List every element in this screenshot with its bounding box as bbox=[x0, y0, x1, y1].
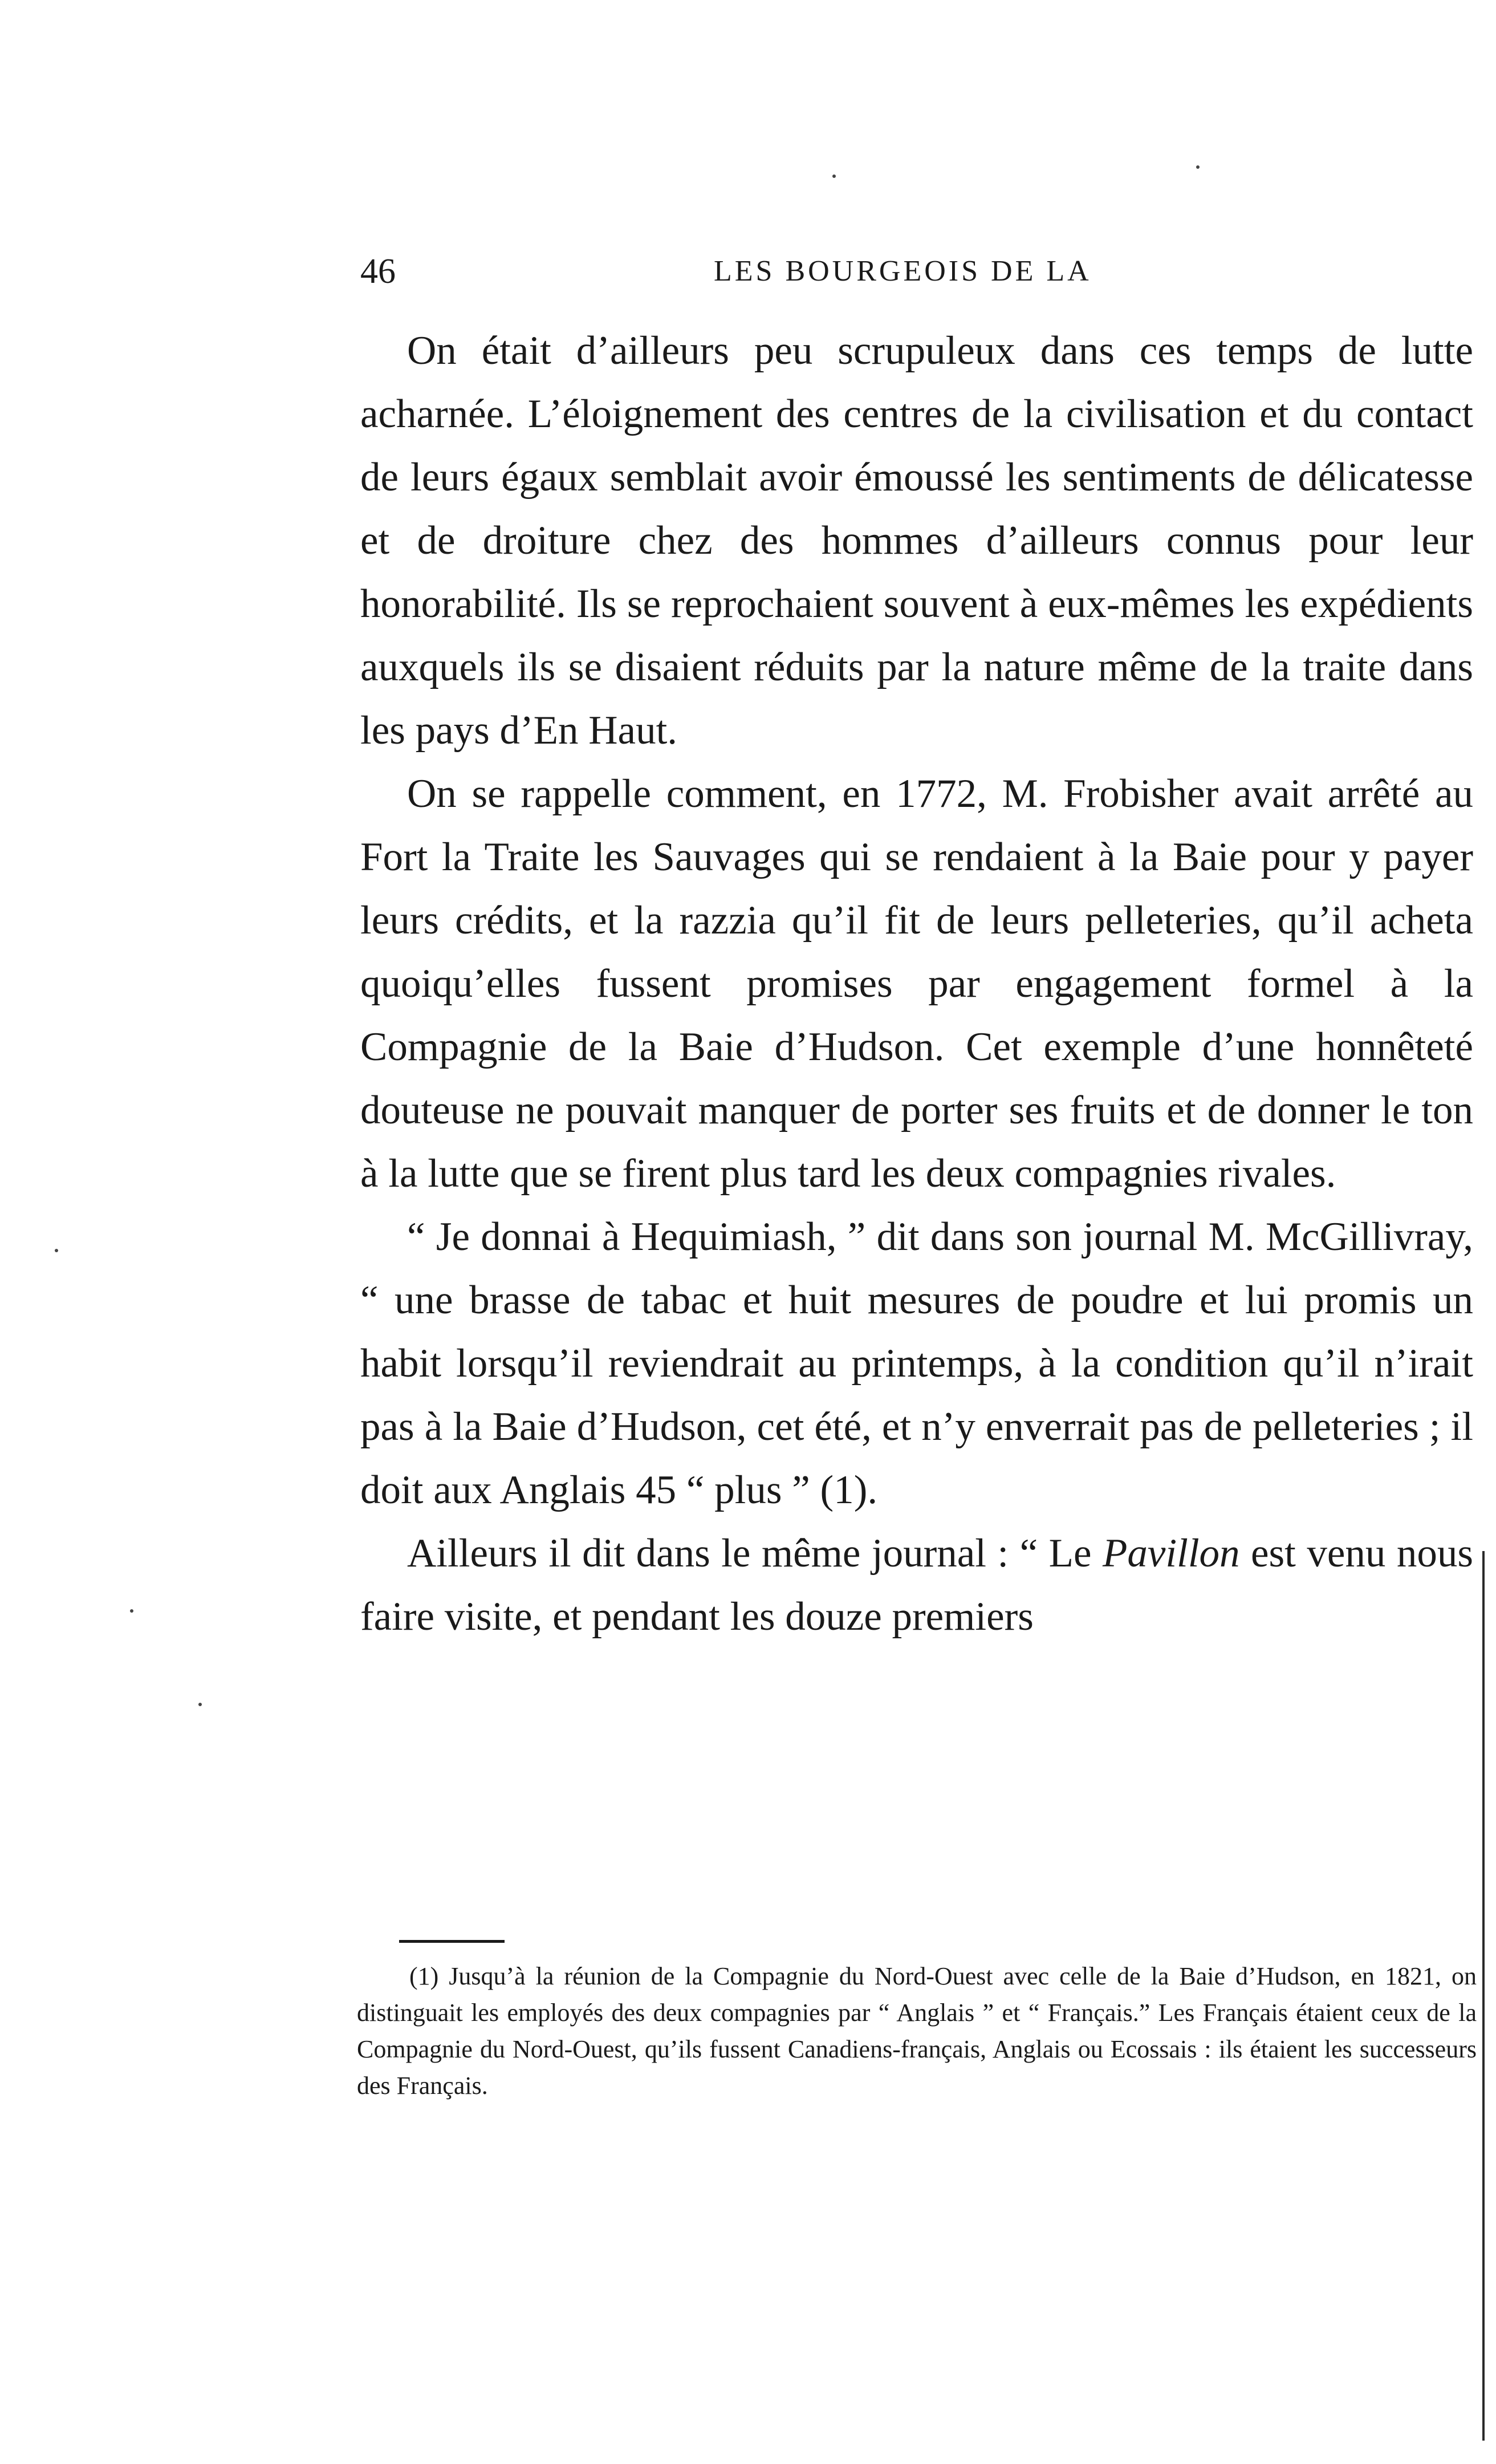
running-head bbox=[360, 249, 1483, 294]
scan-speck bbox=[1196, 165, 1200, 169]
footnotes bbox=[357, 1958, 1477, 2104]
footnote-rule bbox=[399, 1940, 505, 1943]
scan-speck bbox=[55, 1249, 58, 1252]
scan-margin-line bbox=[1482, 1551, 1485, 2441]
scan-speck bbox=[130, 1609, 133, 1613]
paragraph-3: “ Je donnai à Hequimiash, ” dit dans son journal M. McGillivray, “ une brasse de tabac et huit mesures de poudre et lui promis un habit lorsqu’il reviendrait au printemps, à la condition qu’il n’irait pas à la Baie d’Hudson, cet été, et n’y enverrait pas de pelleteries ; il doit aux Anglais 45 “ plus ” (1). bbox=[360, 1215, 1473, 1512]
footnote-1: (1) Jusqu’à la réunion de la Compagnie du Nord-Ouest avec celle de la Baie d’Hudson, en 1821, on distinguait les employés des deux compagnies par “ Anglais ” et “ Français.” Les Français étaient ceux de la Compagnie du Nord-Ouest, qu’ils fussent Canadiens-français, Anglais ou Ecossais : ils étaient les successeurs des Français. bbox=[357, 1962, 1477, 2100]
paragraph-2: On se rappelle comment, en 1772, M. Frobisher avait arrêté au Fort la Traite les Sauvages qui se rendaient à la Baie pour y payer leurs crédits, et la razzia qu’il fit de leurs pelleteries, qu’il acheta quoiqu’elles fussent promises par engagement formel à la Compagnie de la Baie d’Hudson. Cet exemple d’une honnêteté douteuse ne pouvait manquer de porter ses fruits et de donner le ton à la lutte que se firent plus tard les deux compagnies rivales. bbox=[360, 772, 1473, 1196]
running-title: LES BOURGEOIS DE LA bbox=[714, 255, 1092, 287]
paragraph-4 bbox=[360, 1522, 1473, 1649]
paragraph-4-start: Ailleurs il dit dans le même journal : “ Le bbox=[407, 1531, 1103, 1576]
italic-name-pavillon: Pavillon bbox=[1102, 1531, 1240, 1576]
scan-speck bbox=[832, 174, 836, 178]
page-number: 46 bbox=[360, 252, 396, 291]
paragraph-1: On était d’ailleurs peu scrupuleux dans ces temps de lutte acharnée. L’éloignement des centres de la civilisation et du contact de leurs égaux semblait avoir émoussé les sentiments de délicatesse et de droiture chez des hommes d’ailleurs connus pour leur honorabilité. Ils se reprochaient souvent à eux-mêmes les expédients auxquels ils se disaient réduits par la nature même de la traite dans les pays d’En Haut. bbox=[360, 328, 1473, 753]
scan-speck bbox=[198, 1703, 202, 1706]
paragraph-4-end: est venu nous faire visite, et pendant les douze premiers bbox=[360, 1531, 1473, 1639]
body-text bbox=[360, 319, 1473, 1649]
